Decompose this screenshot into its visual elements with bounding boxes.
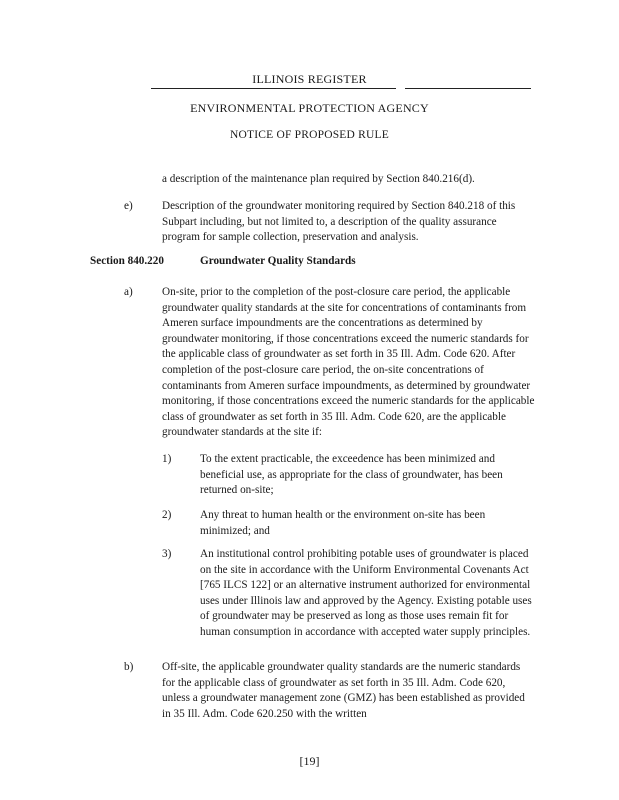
item-e-text: Description of the groundwater monitoring required by Section 840.218 of this Subpart including, but not limited to, a description of the quality assurance program for sample collection, preservation and analysis. bbox=[162, 200, 516, 244]
subitem-2-text: Any threat to human health or the environment on-site has been minimized; and bbox=[200, 509, 486, 537]
subitem-2-label: 2) bbox=[162, 509, 172, 521]
notice-title: NOTICE OF PROPOSED RULE bbox=[230, 129, 389, 141]
header-rule-left bbox=[151, 88, 396, 89]
subitem-3-label: 3) bbox=[162, 548, 172, 560]
section-number: Section 840.220 bbox=[90, 255, 164, 267]
header-rule-right bbox=[405, 88, 531, 89]
item-a-text: On-site, prior to the completion of the post-closure care period, the applicable groundwater quality standards at the site for concentrations of contaminants from Ameren surface impoundments are the concentrations as determined by groundwater monitoring, if those concentrations exceed the numeric standards for the applicable class of groundwater as set forth in 35 Ill. Adm. Code 620. After completion of the post-closure care period, the on-site concentrations of contaminants from Ameren surface impoundments, as determined by groundwater monitoring, if those concentrations exceed the numeric standards for the applicable class of groundwater as set forth in 35 Ill. Adm. Code 620, are the applicable groundwater standards at the site if: bbox=[162, 286, 535, 439]
item-b-text: Off-site, the applicable groundwater quality standards are the numeric standards for the applicable class of groundwater as set forth in 35 Ill. Adm. Code 620, unless a groundwater management zone (GMZ) has been established as provided in 35 Ill. Adm. Code 620.250 with the written bbox=[162, 661, 525, 720]
agency-title: ENVIRONMENTAL PROTECTION AGENCY bbox=[190, 101, 429, 115]
subitem-1-label: 1) bbox=[162, 453, 172, 465]
register-title: ILLINOIS REGISTER bbox=[252, 72, 367, 86]
item-b-label: b) bbox=[124, 661, 134, 673]
subitem-3-text: An institutional control prohibiting potable uses of groundwater is placed on the site in accordance with the Uniform Environmental Covenants Act [765 ILCS 122] or an alternative instrument authorized for environmental uses under Illinois law and approved by the Agency. Existing potable uses of groundwater may be preserved as long as those uses remain fit for human consumption in accordance with accepted water supply principles. bbox=[200, 548, 532, 638]
page-number: [19] bbox=[299, 754, 320, 768]
item-a-label: a) bbox=[124, 286, 133, 298]
subitem-1-text: To the extent practicable, the exceedence has been minimized and beneficial use, as appropriate for the class of groundwater, has been returned on-site; bbox=[200, 453, 503, 497]
item-e-label: e) bbox=[124, 200, 133, 212]
section-title: Groundwater Quality Standards bbox=[200, 255, 356, 267]
continuation-text: a description of the maintenance plan required by Section 840.216(d). bbox=[162, 173, 475, 185]
